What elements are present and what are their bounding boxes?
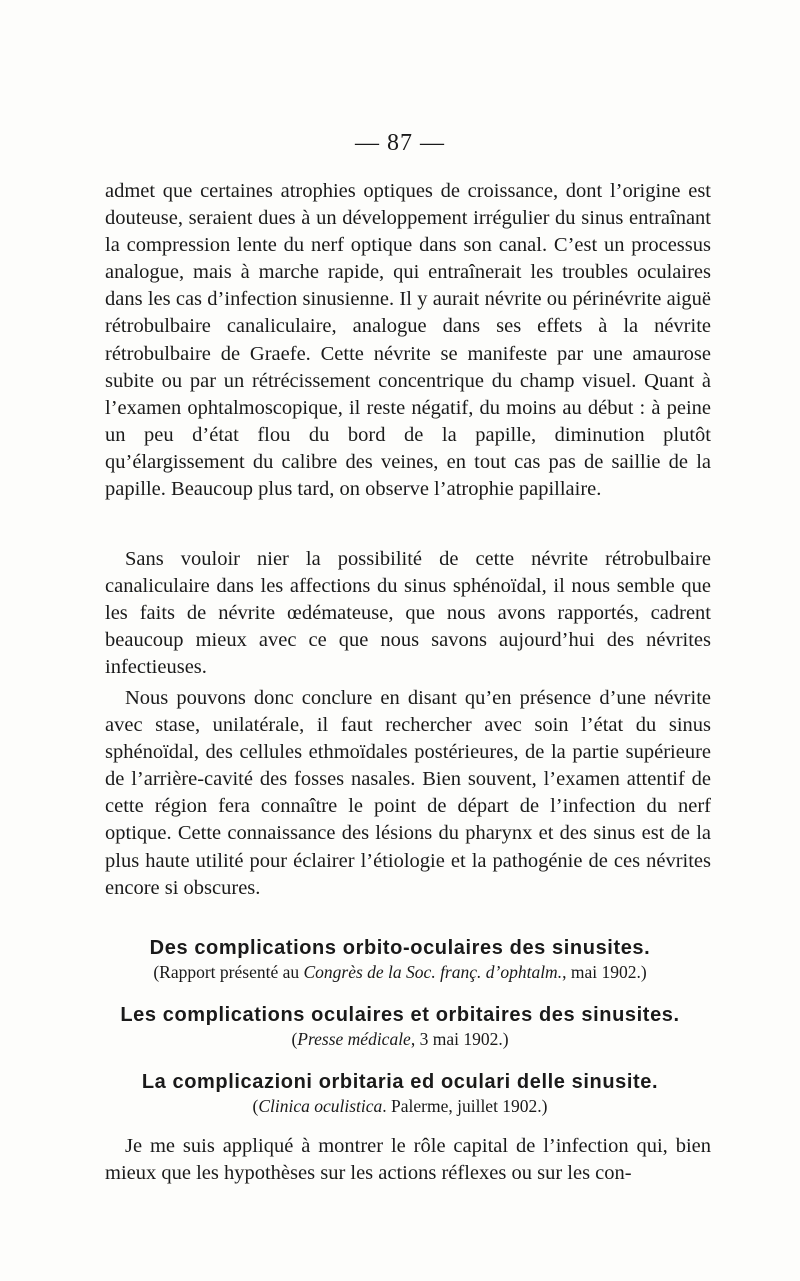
- paragraph-discussion: [105, 546, 711, 681]
- bibliography-title: La complicazioni orbitaria ed oculari delle sinusite.: [141, 1071, 659, 1093]
- bibliography-source: (Clinica oculistica. Palerme, juillet 1902.): [252, 1096, 548, 1116]
- bibliography-source: (Rapport présenté au Congrès de la Soc. franç. d’ophtalm., mai 1902.): [153, 962, 647, 982]
- bibliography-entry: [60, 936, 740, 984]
- bibliography-title: Les complications oculaires et orbitaires des sinusites.: [120, 1004, 680, 1026]
- paragraph-continuation: [105, 178, 711, 503]
- paragraph-text: Sans vouloir nier la possibilité de cette névrite rétrobulbaire canaliculaire dans les affections du sinus sphénoïdal, il nous semble que les faits de névrite œdémateuse, que nous avons rapportés, cadrent beaucoup mieux avec ce que nous savons aujourd’hui des névrites infectieuses.: [105, 548, 711, 679]
- paragraph-conclusion: [105, 685, 711, 902]
- bibliography-source: (Presse médicale, 3 mai 1902.): [291, 1029, 509, 1049]
- paragraph-text: Nous pouvons donc conclure en disant qu’en présence d’une névrite avec stase, unilatérale, il faut rechercher avec soin l’état du sinus sphénoïdal, des cellules ethmoïdales postérieures, de la partie supérieure de l’arrière-cavité des fosses nasales. Bien souvent, l’examen attentif de cette région fera connaître le point de départ de l’infection du nerf optique. Cette connaissance des lésions du pharynx et des sinus est de la plus haute utilité pour éclairer l’étiologie et la pathogénie de ces névrites encore si obscures.: [105, 687, 711, 899]
- page-number: — 87 —: [355, 130, 445, 156]
- paragraph-following: [105, 1133, 711, 1187]
- paragraph-text: admet que certaines atrophies optiques de croissance, dont l’origine est douteuse, seraient dues à un développement irrégulier du sinus entraînant la compression lente du nerf optique dans son canal. C’est un processus analogue, mais à marche rapide, qui entraînerait les troubles oculaires dans les cas d’infection sinusienne. Il y aurait névrite ou périnévrite aiguë rétrobulbaire canaliculaire, analogue dans ses effets à la névrite rétrobulbaire de Graefe. Cette névrite se manifeste par une amaurose subite ou par un rétrécissement concentrique du champ visuel. Quant à l’examen ophtalmoscopique, il reste négatif, du moins au début : à peine un peu d’état flou du bord de la papille, diminution plutôt qu’élargissement du calibre des veines, en tout cas pas de saillie de la papille. Beaucoup plus tard, on observe l’atrophie papillaire.: [105, 180, 711, 501]
- bibliography-entry: [60, 1003, 740, 1051]
- paragraph-text: Je me suis appliqué à montrer le rôle capital de l’infection qui, bien mieux que les hypothèses sur les actions réflexes ou sur les con-: [105, 1135, 711, 1185]
- bibliography-entry: [60, 1070, 740, 1118]
- bibliography-title: Des complications orbito-oculaires des sinusites.: [149, 937, 651, 959]
